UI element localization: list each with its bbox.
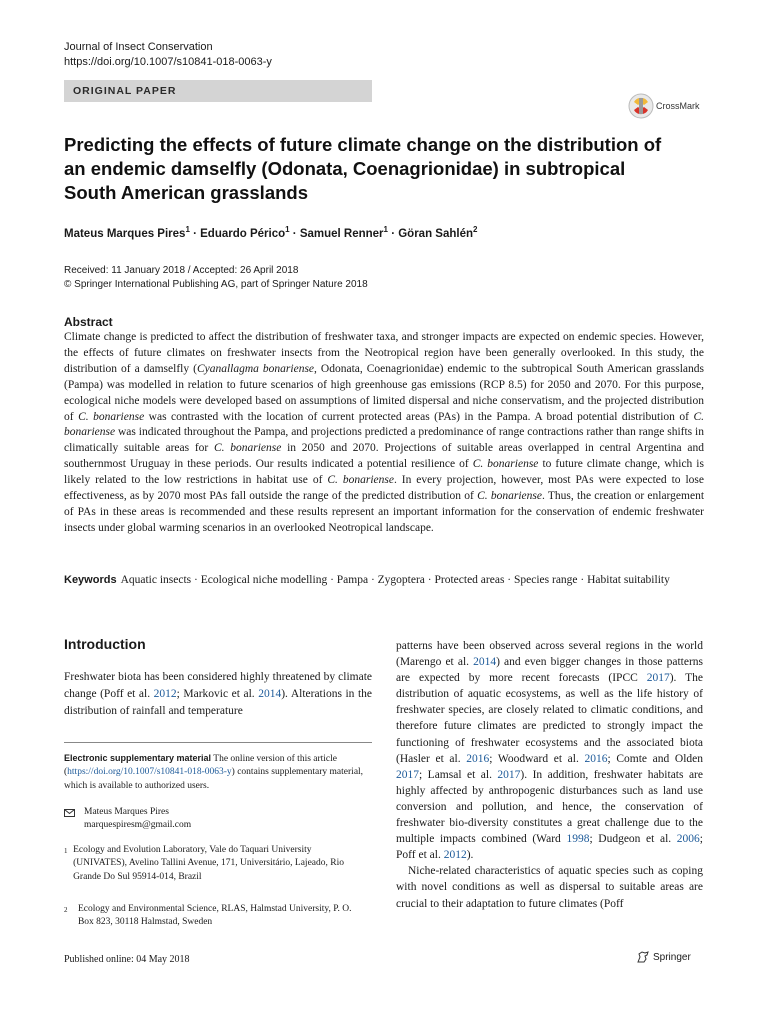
esm-link[interactable]: https://doi.org/10.1007/s10841-018-0063-y xyxy=(67,767,232,778)
affiliation-number: 1 xyxy=(64,847,68,855)
crossmark-label: CrossMark xyxy=(656,101,700,111)
author-separator: · xyxy=(388,227,399,240)
corresponding-author xyxy=(64,806,191,833)
citation-link[interactable]: 1998 xyxy=(566,833,590,846)
text-run: was contrasted with the location of current protected areas (PAs) in the Pampa. A broad potential distribution of xyxy=(144,410,694,423)
contact-name: Mateus Marques Pires xyxy=(84,807,169,817)
keywords-text: Aquatic insects · Ecological niche modelling · Pampa · Zygoptera · Protected areas · Species range · Habitat suitability xyxy=(120,574,670,586)
contact-email[interactable]: marquespiresm@gmail.com xyxy=(84,820,192,831)
article-title: Predicting the effects of future climate change on the distribution of an endemic damselfly (Odonata, Coenagrionidae) in subtropical South American grasslands xyxy=(64,134,662,203)
affiliation-text: Ecology and Environmental Science, RLAS, Halmstad University, P. O. Box 823, 30118 Halmstad, Sweden xyxy=(77,904,352,928)
journal-header xyxy=(64,40,272,70)
esm-text-a: The online version of this article ( xyxy=(64,754,338,778)
citation-link[interactable]: 2016 xyxy=(466,752,490,765)
affiliation-1 xyxy=(64,844,364,884)
abstract-heading: Abstract xyxy=(64,315,113,329)
esm-text-b: ) contains supplementary material, which is available to authorized users. xyxy=(64,767,364,791)
intro-left-paragraph xyxy=(64,669,372,720)
keywords-label: Keywords xyxy=(64,574,117,586)
publisher-logo xyxy=(636,951,691,963)
text-run: ; Lamsal et al. xyxy=(419,768,498,781)
text-run: Niche-related characteristics of aquatic species such as coping with novel conditions as well as dispersal to suitable areas are crucial to their adaptation to future climates (Poff xyxy=(396,865,703,910)
article-doi[interactable]: https://doi.org/10.1007/s10841-018-0063-y xyxy=(64,56,272,68)
text-run: ) and even bigger changes in those patterns are expected by more recent forecasts (IPCC xyxy=(396,656,703,685)
published-online: Published online: 04 May 2018 xyxy=(64,954,190,965)
text-run: Freshwater biota has been considered highly threatened by climate change (Poff et al. xyxy=(64,671,372,700)
species-name: C. bonariense xyxy=(472,458,539,471)
mail-icon xyxy=(64,809,75,817)
intro-right-column xyxy=(396,638,703,912)
species-name: Cyanallagma bonariense xyxy=(196,362,315,375)
author-affiliation-mark: 1 xyxy=(383,225,388,234)
article-type-banner xyxy=(64,80,372,102)
text-run: ; Woodward et al. xyxy=(489,752,585,765)
species-name: C. bonariense xyxy=(78,410,145,423)
received-accepted-dates: Received: 11 January 2018 / Accepted: 26 April 2018 xyxy=(64,265,299,276)
affiliation-2 xyxy=(64,903,364,930)
text-run: patterns have been observed across several regions in the world (Marengo et al. xyxy=(396,640,703,669)
abstract-text xyxy=(64,330,704,537)
esm-label: Electronic supplementary material xyxy=(64,753,212,763)
author-list xyxy=(64,225,477,240)
journal-name: Journal of Insect Conservation xyxy=(64,41,213,53)
footnote-divider xyxy=(64,742,372,743)
text-run: was indicated throughout the Pampa, and projections predicted a predominance of range contractions rather than range shifts in climatically suitable areas for xyxy=(64,426,704,455)
affiliation-number: 2 xyxy=(64,906,68,914)
author-affiliation-mark: 1 xyxy=(185,225,190,234)
publisher-name: Springer xyxy=(653,951,691,963)
crossmark-icon xyxy=(628,93,654,119)
species-name: C. bonariense xyxy=(477,490,542,503)
author-separator: · xyxy=(189,227,201,240)
article-type-label: ORIGINAL PAPER xyxy=(73,85,177,97)
citation-link[interactable]: 2012 xyxy=(153,688,177,700)
text-run: , Odonata, Coenagrionidae) endemic to the subtropical South American grasslands (Pampa) was modelled in relation to future scenarios of high greenhouse gas emissions (RCP 8.5) for 2050 and 2070. For this purpose, ecological niche models were developed based on assumptions of limited dispersal and niche conservatism, and the projected distribution of xyxy=(64,362,704,423)
esm-note xyxy=(64,752,372,793)
species-name: C. bonariense xyxy=(213,442,282,455)
mail-icon-wrap xyxy=(64,806,84,833)
text-run: ). The distribution of aquatic ecosystems, as well as the life history of freshwater species, are closely related to climatic conditions, and therefore future climates are predicted to strongly impact the functioning of freshwater ecosystems and the associated biota (Hasler et al. xyxy=(396,672,703,765)
author-separator: · xyxy=(289,227,300,240)
author-affiliation-mark: 2 xyxy=(473,225,478,234)
text-run: to future climate change, which is likely related to the low restrictions in habitat use of xyxy=(64,458,704,487)
springer-horse-icon xyxy=(636,951,650,963)
citation-link[interactable]: 2017 xyxy=(497,768,521,781)
text-run: ; Poff et al. xyxy=(396,833,703,862)
intro-right-paragraph-1 xyxy=(396,638,703,863)
text-run: in 2050 and 2070. Projections of suitable areas overlapped in central Argentina and southernmost Uruguay in these periods. Our results indicated a potential resilience of xyxy=(64,442,704,471)
text-run: ). Alterations in the distribution of rainfall and temperature xyxy=(64,688,372,717)
intro-right-paragraph-2 xyxy=(396,863,703,911)
article-dates xyxy=(64,264,368,292)
text-run: . In every projection, however, most PAs were expected to lose effectiveness, as by 2070 most PAs fall outside the range of the predicted distribution of xyxy=(64,474,704,503)
text-run: Climate change is predicted to affect the distribution of freshwater taxa, and stronger impacts are expected on endemic species. However, the effects of future climates on freshwater insects from the Neotropical region have been generally overlooked. In this study, the distribution of a damselfly ( xyxy=(64,331,704,375)
author-name[interactable]: Samuel Renner xyxy=(299,227,384,240)
keywords xyxy=(64,572,704,589)
author-name[interactable]: Göran Sahlén xyxy=(398,227,474,240)
citation-link[interactable]: 2012 xyxy=(443,849,467,862)
citation-link[interactable]: 2016 xyxy=(584,752,608,765)
text-run: ). In addition, freshwater habitats are highly affected by anthropogenic disturbances such as land use conversion and pollution, and hence, the conservation of freshwater bio-diversity constitutes a great challenge due to the multiple impacts combined (Ward xyxy=(396,768,703,846)
citation-link[interactable]: 2017 xyxy=(646,672,670,685)
citation-link[interactable]: 2014 xyxy=(258,688,282,700)
crossmark-badge[interactable] xyxy=(628,93,700,119)
author-name[interactable]: Mateus Marques Pires xyxy=(64,227,186,240)
citation-link[interactable]: 2014 xyxy=(473,656,497,669)
text-run: ). xyxy=(466,849,474,862)
author-name[interactable]: Eduardo Périco xyxy=(200,227,286,240)
text-run: ; Comte and Olden xyxy=(607,752,703,765)
author-affiliation-mark: 1 xyxy=(285,225,290,234)
species-name: C. bonariense xyxy=(327,474,394,487)
introduction-heading: Introduction xyxy=(64,636,146,652)
copyright-notice: © Springer International Publishing AG, part of Springer Nature 2018 xyxy=(64,279,368,290)
citation-link[interactable]: 2017 xyxy=(396,768,419,781)
text-run: . Thus, the creation or enlargement of PAs in these areas is recommended and these results represent an important information for the conservation of endemic freshwater insects under global warming scenarios in an overlooked Neotropical landscape. xyxy=(64,490,705,534)
affiliation-text: Ecology and Evolution Laboratory, Vale do Taquari University (UNIVATES), Avelino Tallini Avenue, 171, Universitário, Lajeado, Rio Grande Do Sul 95914-014, Brazil xyxy=(73,845,344,882)
citation-link[interactable]: 2006 xyxy=(676,833,700,846)
text-run: ; Markovic et al. xyxy=(176,688,259,700)
text-run: ; Dudgeon et al. xyxy=(589,833,677,846)
species-name: C. bonariense xyxy=(64,410,704,439)
